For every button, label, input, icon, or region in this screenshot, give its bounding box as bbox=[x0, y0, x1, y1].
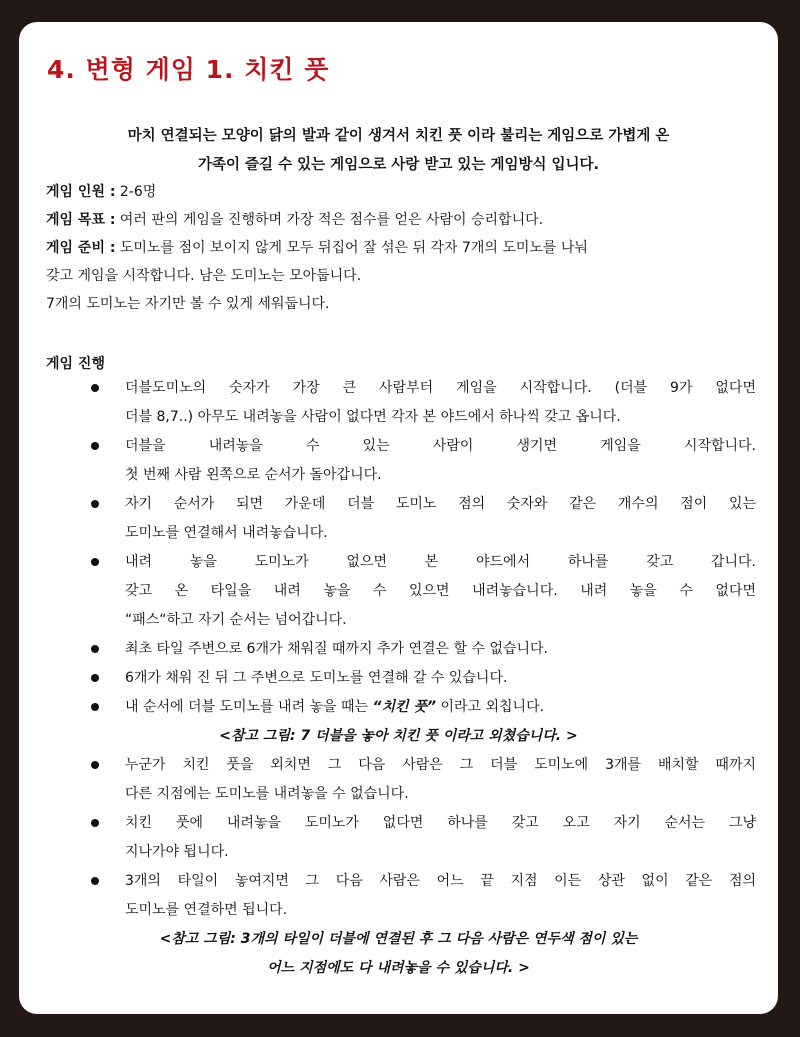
list-item-line: 자기 순서가 되면 가운데 더블 도미노 점의 숫자와 같은 개수의 점이 있는 bbox=[125, 496, 756, 512]
game-info bbox=[46, 178, 756, 318]
list-item bbox=[19, 664, 778, 693]
rules-list bbox=[19, 374, 778, 983]
list-item-line: 더블도미노의 숫자가 가장 큰 사람부터 게임을 시작합니다. (더블 9가 없다면 bbox=[125, 380, 756, 396]
figure-note bbox=[19, 925, 778, 983]
prep-row bbox=[46, 234, 756, 262]
list-item-line: <참고 그림: 3개의 타일이 더블에 연결된 후 그 다음 사람은 연두색 점이 있는 bbox=[159, 931, 638, 947]
list-item-line: 어느 지점에도 다 내려놓을 수 있습니다. > bbox=[267, 960, 530, 976]
prep-continued: 갖고 게임을 시작합니다. 남은 도미노는 모아둡니다. bbox=[46, 268, 362, 284]
prep-label: 게임 준비 : bbox=[46, 240, 116, 256]
list-item-line: 더블 8,7..) 아무도 내려놓을 사람이 없다면 각자 본 야드에서 하나씩 갖고 옵니다. bbox=[125, 409, 621, 425]
list-item-line: 내려 놓을 도미노가 없으면 본 야드에서 하나를 갖고 갑니다. bbox=[125, 554, 756, 570]
goal-label: 게임 목표 : bbox=[46, 212, 116, 228]
figure-note bbox=[19, 722, 778, 751]
list-item bbox=[19, 809, 778, 867]
list-item-line: 도미노를 연결해서 내려놓습니다. bbox=[125, 525, 328, 541]
intro-line: 가족이 즐길 수 있는 게임으로 사랑 받고 있는 게임방식 입니다. bbox=[197, 157, 600, 173]
list-item-line: 치킨 풋에 내려놓을 도미노가 없다면 하나를 갖고 오고 자기 순서는 그냥 bbox=[125, 815, 756, 831]
chicken-foot-callout: “치킨 풋” bbox=[372, 699, 437, 715]
list-item-line: 6개가 채워 진 뒤 그 주변으로 도미노를 연결해 갈 수 있습니다. bbox=[125, 670, 508, 686]
list-item bbox=[19, 490, 778, 548]
list-item-line: 누군가 치킨 풋을 외치면 그 다음 사람은 그 더블 도미노에 3개를 배치할 때까지 bbox=[125, 757, 756, 773]
list-item-line: 최초 타일 주변으로 6개가 채워질 때까지 추가 연결은 할 수 없습니다. bbox=[125, 641, 549, 657]
list-item bbox=[19, 751, 778, 809]
progress-heading: 게임 진행 bbox=[46, 356, 105, 372]
list-item-text: 내 순서에 더블 도미노를 내려 놓을 때는 bbox=[125, 699, 373, 715]
prep-continued: 7개의 도미노는 자기만 볼 수 있게 세워둡니다. bbox=[46, 296, 330, 312]
list-item bbox=[19, 867, 778, 925]
list-item-line: 다른 지점에는 도미노를 내려놓을 수 없습니다. bbox=[125, 786, 409, 802]
goal-value: 여러 판의 게임을 진행하며 가장 적은 점수를 얻은 사람이 승리합니다. bbox=[115, 212, 544, 228]
list-item-line: 더블을 내려놓을 수 있는 사람이 생기면 게임을 시작합니다. bbox=[125, 438, 756, 454]
goal-row bbox=[46, 206, 756, 234]
list-item-line: 갖고 온 타일을 내려 놓을 수 있으면 내려놓습니다. 내려 놓을 수 없다면 bbox=[125, 583, 756, 599]
intro-line: 마치 연결되는 모양이 닭의 발과 같이 생겨서 치킨 풋 이라 불리는 게임으로 가볍게 온 bbox=[127, 128, 670, 144]
list-item bbox=[19, 374, 778, 432]
list-item-line: <참고 그림: 7 더블을 놓아 치킨 풋 이라고 외쳤습니다. > bbox=[219, 728, 578, 744]
list-item bbox=[19, 548, 778, 635]
list-item bbox=[19, 432, 778, 490]
section-title: 4. 변형 게임 1. 치킨 풋 bbox=[47, 55, 330, 84]
list-item-line: 도미노를 연결하면 됩니다. bbox=[125, 902, 288, 918]
list-item-line: 지나가야 됩니다. bbox=[125, 844, 229, 860]
players-row bbox=[46, 178, 756, 206]
list-item bbox=[19, 693, 778, 722]
list-item-line bbox=[125, 693, 756, 722]
document-page bbox=[19, 22, 778, 1014]
list-item bbox=[19, 635, 778, 664]
players-label: 게임 인원 : bbox=[46, 184, 116, 200]
prep-value: 도미노를 점이 보이지 않게 모두 뒤집어 잘 섞은 뒤 각자 7개의 도미노를 나눠 bbox=[115, 240, 588, 256]
intro-paragraph bbox=[49, 122, 748, 180]
list-item-line: 3개의 타일이 놓여지면 그 다음 사람은 어느 끝 지점 이든 상관 없이 같은 점의 bbox=[125, 873, 756, 889]
list-item-text: 이라고 외칩니다. bbox=[436, 699, 545, 715]
list-item-line: 첫 번째 사람 왼쪽으로 순서가 돌아갑니다. bbox=[125, 467, 382, 483]
players-value: 2-6명 bbox=[115, 184, 157, 200]
list-item-line: “패스“하고 자기 순서는 넘어갑니다. bbox=[125, 612, 347, 628]
